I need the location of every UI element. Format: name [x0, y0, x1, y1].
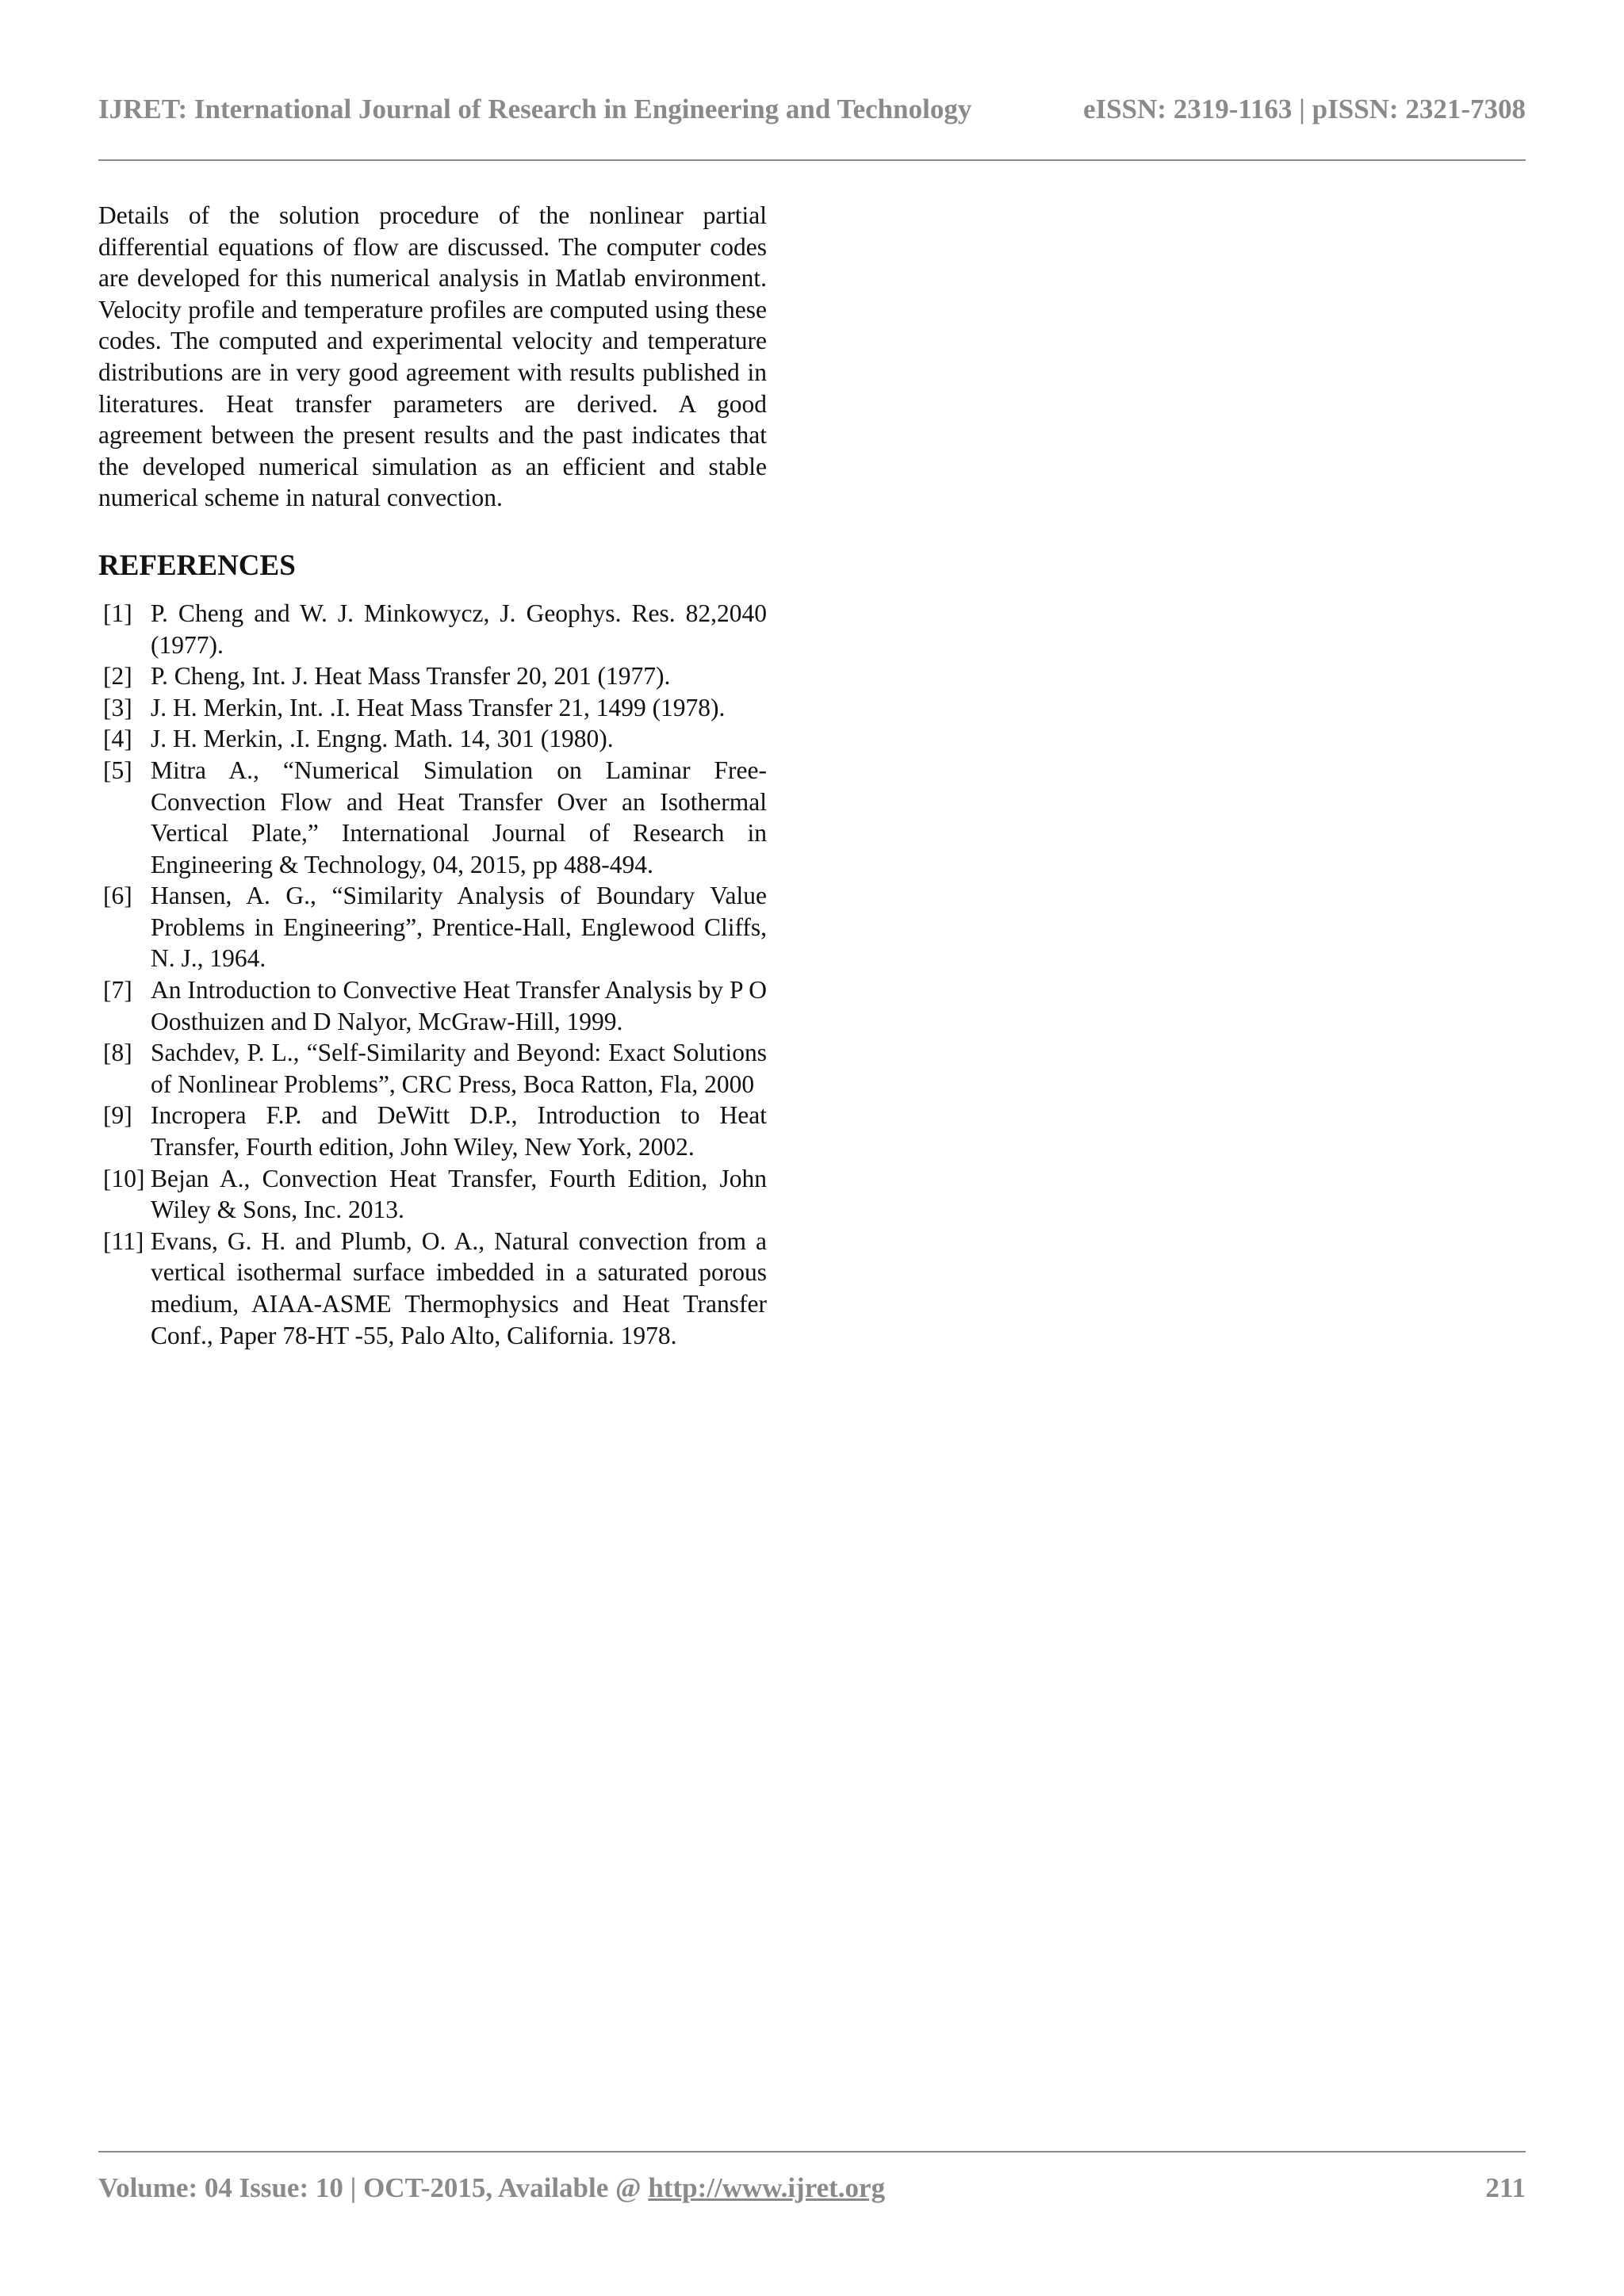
reference-text: Hansen, A. G., “Similarity Analysis of Boundary Value Problems in Engineering”, Prentice-Hall, Englewood Cliffs, N. J., 1964.: [151, 882, 767, 973]
running-header: [98, 94, 1526, 125]
footer-divider: [98, 2151, 1526, 2152]
reference-item: [98, 755, 767, 880]
reference-item: [98, 723, 767, 755]
reference-number: [4]: [103, 725, 132, 753]
reference-item: [98, 692, 767, 724]
reference-list: [98, 598, 767, 1351]
header-divider: [98, 159, 1526, 161]
page-number: 211: [1485, 2172, 1526, 2203]
issn-info: eISSN: 2319-1163 | pISSN: 2321-7308: [1082, 94, 1526, 124]
reference-item: [98, 660, 767, 692]
reference-item: [98, 880, 767, 974]
conclusion-paragraph: Details of the solution procedure of the nonlinear partial differential equations of flow are discussed. The computer codes are developed for this numerical analysis in Matlab environment. Velocity profile and temperature profiles are computed using these codes. The computed and experimental velocity and temperature distributions are in very good agreement with results published in literatures. Heat transfer parameters are derived. A good agreement between the present results and the past indicates that the developed numerical simulation as an efficient and stable numerical scheme in natural convection.: [98, 201, 767, 512]
journal-title: IJRET: International Journal of Research in Engineering and Technology: [98, 94, 972, 124]
reference-text: An Introduction to Convective Heat Transfer Analysis by P O Oosthuizen and D Nalyor, McGraw-Hill, 1999.: [151, 976, 767, 1035]
reference-item: [98, 1226, 767, 1351]
reference-item: [98, 1037, 767, 1100]
reference-number: [7]: [103, 976, 132, 1004]
running-footer: [98, 2172, 1526, 2204]
reference-text: Sachdev, P. L., “Self-Similarity and Beyond: Exact Solutions of Nonlinear Problems”, CRC Press, Boca Ratton, Fla, 2000: [151, 1039, 767, 1098]
left-column: [98, 200, 767, 1351]
footer-volume-info: [98, 2172, 885, 2204]
reference-text: Mitra A., “Numerical Simulation on Laminar Free-Convection Flow and Heat Transfer Over an Isothermal Vertical Plate,” International Journal of Research in Engineering & Technology, 04, 2015, pp 488-494.: [151, 756, 767, 878]
reference-number: [8]: [103, 1039, 132, 1067]
reference-number: [3]: [103, 693, 132, 721]
reference-text: Bejan A., Convection Heat Transfer, Fourth Edition, John Wiley & Sons, Inc. 2013.: [151, 1164, 767, 1224]
reference-item: [98, 974, 767, 1037]
reference-number: [6]: [103, 882, 132, 910]
reference-item: [98, 1163, 767, 1226]
volume-text: Volume: 04 Issue: 10 | OCT-2015, Available @: [98, 2172, 649, 2203]
reference-text: P. Cheng, Int. J. Heat Mass Transfer 20, 201 (1977).: [151, 662, 671, 691]
reference-number: [2]: [103, 662, 132, 691]
reference-item: [98, 598, 767, 660]
reference-text: P. Cheng and W. J. Minkowycz, J. Geophys. Res. 82,2040 (1977).: [151, 599, 767, 659]
reference-number: [9]: [103, 1101, 132, 1130]
reference-text: Incropera F.P. and DeWitt D.P., Introduction to Heat Transfer, Fourth edition, John Wiley, New York, 2002.: [151, 1101, 767, 1161]
reference-text: Evans, G. H. and Plumb, O. A., Natural convection from a vertical isothermal surface imbedded in a saturated porous medium, AIAA-ASME Thermophysics and Heat Transfer Conf., Paper 78-HT -55, Palo Alto, California. 1978.: [151, 1226, 767, 1349]
reference-number: [5]: [103, 756, 132, 784]
reference-item: [98, 1100, 767, 1162]
reference-text: J. H. Merkin, Int. .I. Heat Mass Transfer 21, 1499 (1978).: [151, 693, 726, 721]
references-heading: REFERENCES: [98, 549, 296, 582]
reference-number: [1]: [103, 599, 132, 627]
reference-number: [10]: [103, 1164, 145, 1192]
journal-link[interactable]: http://www.ijret.org: [648, 2172, 886, 2203]
reference-text: J. H. Merkin, .I. Engng. Math. 14, 301 (1980).: [151, 725, 614, 753]
reference-number: [11]: [103, 1226, 144, 1255]
